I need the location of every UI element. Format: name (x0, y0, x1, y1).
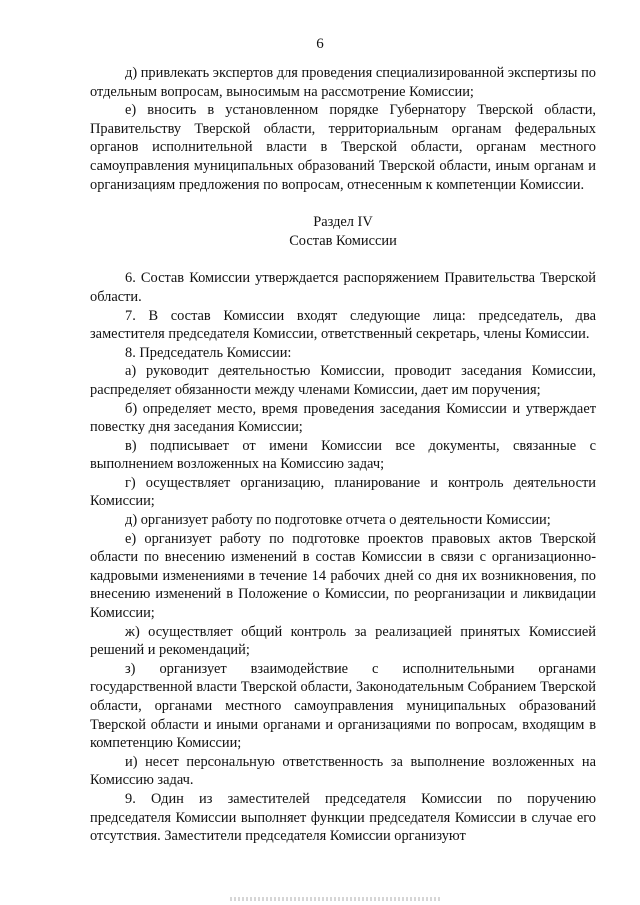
paragraph-7: 7. В состав Комиссии входят следующие лица: председатель, два заместителя председателя Комиссии, ответственный секретарь, члены Комиссии. (90, 307, 596, 343)
paragraph-e-proposals: е) вносить в установленном порядке Губернатору Тверской области, Правительству Тверской области, территориальным органам федеральных органов исполнительной власти в Тверской области, органам местного самоуправления муниципальных образований Тверской области, иным органам и организациям предложения по вопросам, отнесенным к компетенции Комиссии. (90, 102, 596, 193)
paragraph-6: 6. Состав Комиссии утверждается распоряжением Правительства Тверской области. (90, 270, 596, 305)
section-title: Раздел IV (313, 214, 373, 231)
spacer (90, 194, 596, 213)
paragraph-8-e: е) организует работу по подготовке проектов правовых актов Тверской области по внесению изменений в состав Комиссии в связи с организационно-кадровыми изменениями в течение 14 рабочих дней со дня их возникновения, по внесению изменений в Положение о Комиссии, по реорганизации и ликвидации Комиссии; (90, 530, 596, 622)
paragraph-8-g: г) осуществляет организацию, планирование и контроль деятельности Комиссии; (90, 474, 596, 510)
scan-artifact (230, 897, 440, 901)
paragraph-8-d: д) организует работу по подготовке отчета о деятельности Комиссии; (125, 512, 551, 529)
paragraph-8-b: б) определяет место, время проведения заседания Комиссии и утверждает повестку дня заседания Комиссии; (90, 400, 596, 436)
paragraph-8-z: з) организует взаимодействие с исполнительными органами государственной власти Тверской области, Законодательным Собранием Тверской области, органами местного самоуправления муниципальных образований Тверской области и иными органами и организациями по вопросам, входящим в компетенцию Комиссии; (90, 660, 596, 752)
paragraph-8-a: а) руководит деятельностью Комиссии, проводит заседания Комиссии, распределяет обязанности между членами Комиссии, дает им поручения; (90, 363, 596, 398)
page-number: 6 (316, 36, 324, 52)
paragraph-8-i: и) несет персональную ответственность за выполнение возложенных на Комиссию задач. (90, 753, 596, 789)
paragraph-9: 9. Один из заместителей председателя Комиссии по поручению председателя Комиссии выполняет функции председателя Комиссии в случае его отсутствия. Заместители председателя Комиссии организуют (90, 790, 596, 845)
paragraph-8-v: в) подписывает от имени Комиссии все документы, связанные с выполнением возложенных на Комиссию задач; (90, 437, 596, 473)
document-body (90, 64, 596, 846)
paragraph-d-experts: д) привлекать экспертов для проведения специализированной экспертизы по отдельным вопросам, выносимым на рассмотрение Комиссии; (90, 65, 596, 100)
spacer (90, 250, 596, 269)
paragraph-8-zh: ж) осуществляет общий контроль за реализацией принятых Комиссией решений и рекомендаций; (90, 623, 596, 659)
section-subtitle: Состав Комиссии (289, 232, 397, 249)
paragraph-8: 8. Председатель Комиссии: (125, 344, 292, 361)
